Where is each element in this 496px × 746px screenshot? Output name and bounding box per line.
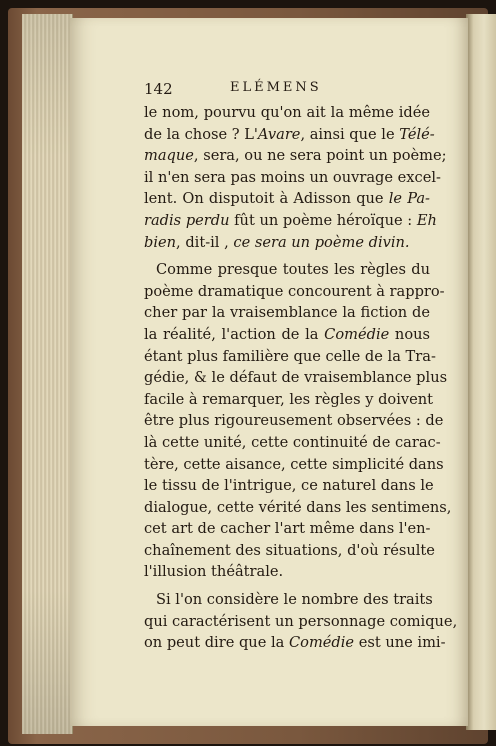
text-line [144,124,435,146]
text-line [144,632,446,654]
text-run: être plus rigoureusement observées : de [144,412,444,430]
text-run: tère, cette aisance, cette simplicité dans [144,455,444,473]
running-head [144,80,430,102]
text-run: chaînement des situations, d'où résulte [144,541,435,559]
text-line [144,475,434,497]
page-text [144,80,458,654]
text-run: la réalité, l'action de la [144,325,325,343]
text-run: lent. On disputoit à Adisson que [144,190,389,208]
text-run: facile à remarquer, les règles y doivent [144,390,434,408]
text-run: le tissu de l'intrigue, ce naturel dans le [144,477,434,495]
text-line [144,188,430,210]
text-run: , dit-il , [176,233,234,251]
text-line [144,281,445,303]
text-run: Comédie [324,325,390,343]
text-line [144,454,444,476]
text-run: maque [144,147,194,165]
text-line [144,167,441,189]
page-number: 142 [144,80,173,98]
text-run: est une imi- [354,634,446,652]
text-run: bien [144,233,177,251]
text-line [144,302,430,324]
text-run: là cette unité, cette continuité de carac- [144,433,441,451]
running-title: ELÉMENS [230,80,322,95]
text-line [144,232,430,254]
text-line [144,367,448,389]
text-line [144,346,436,368]
text-line [144,145,447,167]
text-line [144,497,452,519]
text-line [144,259,430,281]
text-run: dialogue, cette vérité dans les sentimens, [144,498,452,516]
text-run: Si l'on considère le nombre des traits [156,591,433,609]
text-run: , ainsi que le [300,125,400,143]
text-run: Avare [257,125,301,143]
text-run: radis perdu [144,211,230,229]
text-run: Comédie [289,634,355,652]
text-run: on peut dire que la [144,634,289,652]
text-run: Comme presque toutes les règles du [156,261,430,279]
text-line [144,561,430,583]
text-run: Télé- [399,125,435,143]
text-run: fût un poème héroïque : [229,211,417,229]
text-run: cet art de cacher l'art même dans l'en- [144,520,431,538]
text-line [144,432,441,454]
text-run: étant plus familière que celle de la Tra- [144,347,436,365]
facing-page-edge [466,14,496,730]
text-line [144,611,458,633]
text-run: de la chose ? L' [144,125,258,143]
text-line [144,210,437,232]
text-run: Eh [416,211,437,229]
text-run: le nom, pourvu qu'on ait la même idée [144,104,430,121]
text-run: poème dramatique concourent à rappro- [144,282,445,300]
text-line [144,518,430,540]
text-line [144,589,433,611]
text-run: cher par la vraisemblance la fiction de [144,304,430,322]
text-run: gédie, & le défaut de vraisemblance plus [144,369,448,387]
text-run: ce sera un poème divin. [233,233,410,251]
text-run: l'illusion théâtrale. [144,563,284,581]
page-edges [22,14,73,734]
text-line [144,410,444,432]
text-line [144,324,430,346]
text-line [144,540,435,562]
text-run: qui caractérisent un personnage comique, [144,612,458,630]
text-run: , sera, ou ne sera point un poème; [193,147,447,165]
text-run: le Pa- [388,190,430,208]
text-run: nous [389,325,431,343]
text-run: il n'en sera pas moins un ouvrage excel- [144,168,441,186]
text-line [144,389,434,411]
text-line [144,102,430,124]
